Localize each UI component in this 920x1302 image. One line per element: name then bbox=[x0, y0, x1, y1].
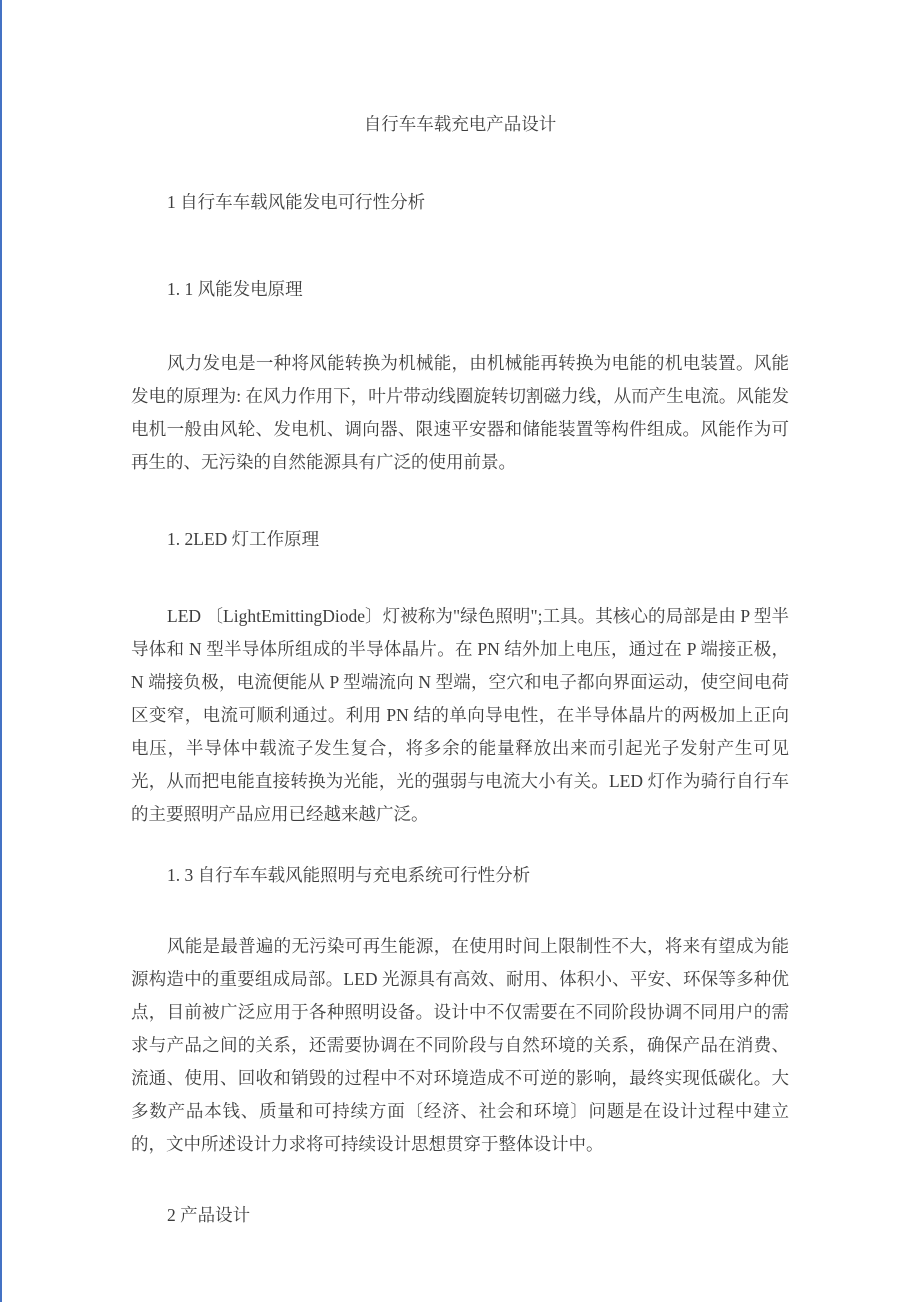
paragraph-wind-power-principle: 风力发电是一种将风能转换为机械能，由机械能再转换为电能的机电装置。风能发电的原理为: 在风力作用下，叶片带动线圈旋转切割磁力线，从而产生电流。风能发电机一般由风轮、发电机、调向器、限速平安器和储能装置等构件组成。风能作为可再生的、无污染的自然能源具有广泛的使用前景。 bbox=[131, 353, 789, 472]
subsection-heading-1-2: 1. 2LED 灯工作原理 bbox=[167, 529, 320, 549]
paragraph-feasibility-analysis: 风能是最普遍的无污染可再生能源，在使用时间上限制性不大，将来有望成为能源构造中的重要组成局部。LED 光源具有高效、耐用、体积小、平安、环保等多种优点，目前被广泛应用于各种照明设备。设计中不仅需要在不同阶段协调不同用户的需求与产品之间的关系，还需要协调在不同阶段与自然环境的关系，确保产品在消费、流通、使用、回收和销毁的过程中不对环境造成不可逆的影响，最终实现低碳化。大多数产品本钱、质量和可持续方面〔经济、社会和环境〕问题是在设计过程中建立的，文中所述设计力求将可持续设计思想贯穿于整体设计中。 bbox=[131, 936, 789, 1154]
document-content bbox=[131, 0, 789, 1227]
doc-title: 自行车车载充电产品设计 bbox=[363, 114, 557, 134]
section-heading-2: 2 产品设计 bbox=[167, 1205, 251, 1225]
page-accent-line bbox=[0, 0, 2, 1302]
subsection-heading-1-1: 1. 1 风能发电原理 bbox=[167, 279, 303, 299]
section-heading-1: 1 自行车车载风能发电可行性分析 bbox=[167, 192, 426, 212]
paragraph-led-principle: LED 〔LightEmittingDiode〕灯被称为"绿色照明";工具。其核心的局部是由 P 型半导体和 N 型半导体所组成的半导体晶片。在 PN 结外加上电压，通过在 P 端接正极，N 端接负极，电流便能从 P 型端流向 N 型端，空穴和电子都向界面运动，使空间电荷区变窄，电流可顺利通过。利用 PN 结的单向导电性，在半导体晶片的两极加上正向电压，半导体中载流子发生复合，将多余的能量释放出来而引起光子发射产生可见光，从而把电能直接转换为光能，光的强弱与电流大小有关。LED 灯作为骑行自行车的主要照明产品应用已经越来越广泛。 bbox=[131, 606, 789, 824]
subsection-heading-1-3: 1. 3 自行车车载风能照明与充电系统可行性分析 bbox=[167, 865, 531, 885]
